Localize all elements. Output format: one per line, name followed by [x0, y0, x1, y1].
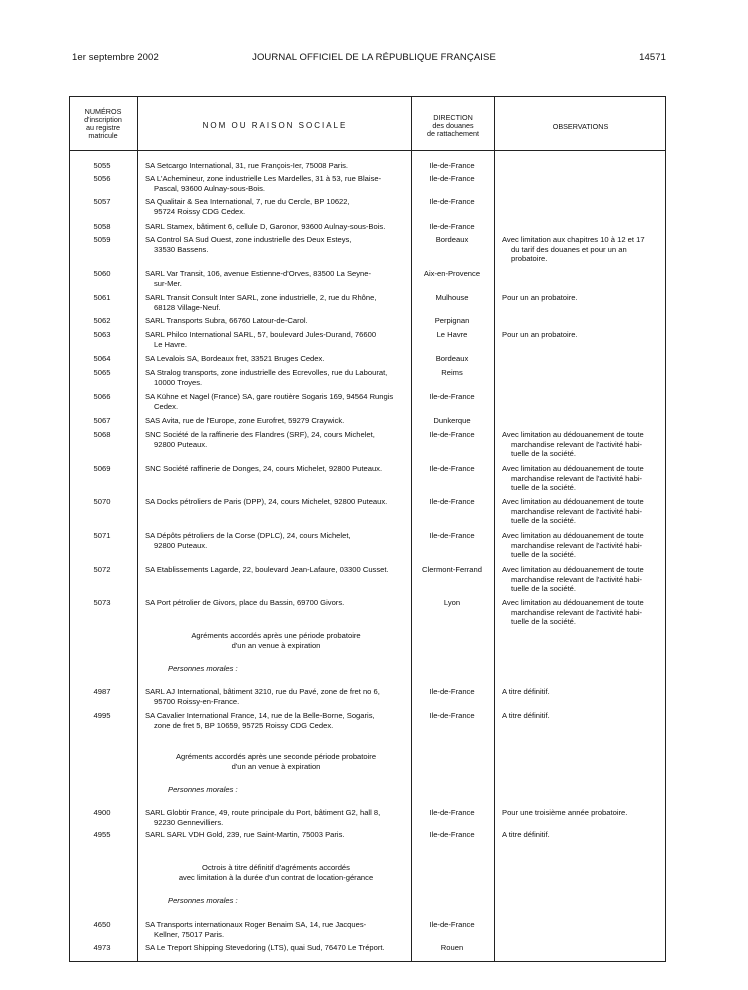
customs-direction: Ile-de-France — [429, 497, 475, 506]
observation-line: Pour un an probatoire. — [502, 330, 578, 339]
company-name-line: 92800 Puteaux. — [154, 439, 208, 449]
company-name — [145, 354, 407, 364]
observation — [502, 711, 660, 721]
company-name-line: SA L'Achemineur, zone industrielle Les Mardelles, 31 à 53, rue Blaise- — [145, 174, 382, 183]
company-name — [145, 711, 407, 730]
section-title-line: Agréments accordés après une période probatoire — [191, 631, 361, 640]
company-name — [145, 497, 407, 507]
customs-direction: Ile-de-France — [429, 687, 475, 696]
column-header-observations: OBSERVATIONS — [552, 122, 609, 131]
registration-number: 5064 — [93, 354, 111, 363]
company-name — [145, 464, 407, 474]
company-name-line: SARL Globtir France, 49, route principale du Port, bâtiment G2, hall 8, — [145, 808, 381, 817]
observation-line: A titre définitif. — [502, 687, 550, 696]
observation-line: Avec limitation au dédouanement de toute — [502, 430, 644, 439]
registration-number: 5070 — [93, 497, 111, 506]
registration-number: 4955 — [93, 830, 111, 839]
section-title — [145, 631, 407, 650]
company-name-line: SARL Var Transit, 106, avenue Estienne-d'Orves, 83500 La Seyne- — [145, 269, 372, 278]
section-subtitle: Personnes morales : — [168, 664, 238, 673]
customs-direction: Ile-de-France — [429, 464, 475, 473]
customs-direction: Le Havre — [436, 330, 468, 339]
header-line: de rattachement — [427, 129, 479, 138]
customs-direction: Dunkerque — [433, 416, 471, 425]
observation — [502, 464, 660, 493]
registration-number: 5066 — [93, 392, 111, 401]
observation-line: marchandise relevant de l'activité habi- — [511, 473, 643, 483]
registration-number: 5059 — [93, 235, 111, 244]
column-header-direction — [413, 114, 493, 138]
column-header-nom: NOM OU RAISON SOCIALE — [202, 121, 348, 130]
company-name-line: Pascal, 93600 Aulnay-sous-Bois. — [154, 183, 266, 193]
customs-direction: Bordeaux — [435, 354, 469, 363]
observation-line: tuelle de la société. — [511, 483, 577, 493]
observation-line: A titre définitif. — [502, 830, 550, 839]
company-name-line: SA Port pétrolier de Givors, place du Bassin, 69700 Givors. — [145, 598, 345, 607]
header-line: matricule — [88, 131, 118, 140]
company-name-line: SARL Stamex, bâtiment 6, cellule D, Garonor, 93600 Aulnay-sous-Bois. — [145, 222, 386, 231]
column-divider — [494, 96, 495, 962]
company-name-line: SARL SARL VDH Gold, 239, rue Saint-Martin, 75003 Paris. — [145, 830, 345, 839]
company-name-line: SA Etablissements Lagarde, 22, boulevard Jean-Lafaure, 03300 Cusset. — [145, 565, 389, 574]
company-name — [145, 531, 407, 550]
company-name-line: SA Qualitair & Sea International, 7, rue du Cercle, BP 10622, — [145, 197, 350, 206]
customs-direction: Rouen — [440, 943, 464, 952]
company-name — [145, 598, 407, 608]
section-subtitle: Personnes morales : — [168, 896, 238, 905]
observation-line: Avec limitation au dédouanement de toute — [502, 497, 644, 506]
customs-direction: Ile-de-France — [429, 430, 475, 439]
company-name-line: Le Havre. — [154, 339, 187, 349]
registration-number: 5072 — [93, 565, 111, 574]
company-name — [145, 161, 407, 171]
observation — [502, 598, 660, 627]
header-divider — [69, 150, 666, 151]
observation-line: probatoire. — [511, 254, 548, 264]
company-name — [145, 565, 407, 575]
section-title — [145, 752, 407, 771]
customs-direction: Clermont-Ferrand — [422, 565, 482, 574]
registration-number: 5069 — [93, 464, 111, 473]
customs-direction: Ile-de-France — [429, 830, 475, 839]
company-name — [145, 293, 407, 312]
section-title-line: d'un an venue à expiration — [231, 640, 321, 650]
observation-line: tuelle de la société. — [511, 516, 577, 526]
customs-direction: Ile-de-France — [429, 392, 475, 401]
registration-number: 5058 — [93, 222, 111, 231]
section-subtitle: Personnes morales : — [168, 785, 238, 794]
registration-number: 5056 — [93, 174, 111, 183]
registration-number: 5065 — [93, 368, 111, 377]
observation — [502, 531, 660, 560]
company-name-line: SARL Transit Consult Inter SARL, zone industrielle, 2, rue du Rhône, — [145, 293, 377, 302]
observation-line: du tarif des douanes et pour un an — [511, 244, 627, 254]
customs-direction: Bordeaux — [435, 235, 469, 244]
company-name-line: SA Docks pétroliers de Paris (DPP), 24, cours Michelet, 92800 Puteaux. — [145, 497, 388, 506]
company-name — [145, 687, 407, 706]
company-name-line: SNC Société raffinerie de Donges, 24, cours Michelet, 92800 Puteaux. — [145, 464, 383, 473]
column-divider — [411, 96, 412, 962]
section-title-line: avec limitation à la durée d'un contrat de location-gérance — [178, 872, 374, 882]
header-line: au registre — [86, 123, 120, 132]
company-name-line: 95700 Roissy-en-France. — [154, 696, 240, 706]
registration-number: 4973 — [93, 943, 111, 952]
section-title-line: Agréments accordés après une seconde période probatoire — [175, 752, 377, 761]
observation-line: Pour un an probatoire. — [502, 293, 578, 302]
observation-line: Pour une troisième année probatoire. — [502, 808, 628, 817]
company-name — [145, 197, 407, 216]
company-name-line: Cedex. — [154, 401, 179, 411]
customs-direction: Ile-de-France — [429, 197, 475, 206]
company-name-line: SARL Philco International SARL, 57, boulevard Jules-Durand, 76600 — [145, 330, 377, 339]
company-name-line: zone de fret 5, BP 10659, 95725 Roissy CDG Cedex. — [154, 720, 334, 730]
registration-number: 5061 — [93, 293, 111, 302]
column-header-numero — [72, 108, 134, 140]
registration-number: 5062 — [93, 316, 111, 325]
observation-line: Avec limitation au dédouanement de toute — [502, 531, 644, 540]
company-name-line: 33530 Bassens. — [154, 244, 209, 254]
page-number: 14571 — [639, 52, 666, 63]
observation — [502, 808, 660, 818]
customs-direction: Ile-de-France — [429, 711, 475, 720]
column-divider — [137, 96, 138, 962]
registration-number: 4900 — [93, 808, 111, 817]
observation — [502, 235, 660, 264]
registration-number: 5057 — [93, 197, 111, 206]
company-name-line: SA Le Treport Shipping Stevedoring (LTS), quai Sud, 76470 Le Tréport. — [145, 943, 385, 952]
company-name — [145, 392, 407, 411]
customs-direction: Ile-de-France — [429, 222, 475, 231]
customs-direction: Ile-de-France — [429, 920, 475, 929]
observation-line: Avec limitation au dédouanement de toute — [502, 565, 644, 574]
company-name — [145, 235, 407, 254]
company-name — [145, 430, 407, 449]
observation — [502, 430, 660, 459]
company-name-line: SAS Avita, rue de l'Europe, zone Eurofret, 59279 Craywick. — [145, 416, 345, 425]
observation-line: marchandise relevant de l'activité habi- — [511, 506, 643, 516]
company-name-line: 68128 Village-Neuf. — [154, 302, 221, 312]
header-line: DIRECTION — [433, 113, 473, 122]
registration-number: 5068 — [93, 430, 111, 439]
company-name — [145, 174, 407, 193]
observation-line: tuelle de la société. — [511, 584, 577, 594]
company-name-line: 95724 Roissy CDG Cedex. — [154, 206, 246, 216]
observation-line: Avec limitation au dédouanement de toute — [502, 464, 644, 473]
observation-line: tuelle de la société. — [511, 550, 577, 560]
company-name-line: SA Dépôts pétroliers de la Corse (DPLC), 24, cours Michelet, — [145, 531, 351, 540]
company-name-line: SA Levalois SA, Bordeaux fret, 33521 Bruges Cedex. — [145, 354, 325, 363]
company-name — [145, 316, 407, 326]
company-name-line: Kellner, 75017 Paris. — [154, 929, 225, 939]
company-name — [145, 416, 407, 426]
header-line: d'inscription — [84, 115, 122, 124]
company-name-line: SA Stralog transports, zone industrielle des Ecrevolles, rue du Labourat, — [145, 368, 388, 377]
observation — [502, 830, 660, 840]
customs-direction: Lyon — [443, 598, 461, 607]
registration-number: 4987 — [93, 687, 111, 696]
customs-direction: Mulhouse — [435, 293, 469, 302]
company-name-line: SA Cavalier International France, 14, rue de la Belle-Borne, Sogaris, — [145, 711, 375, 720]
company-name — [145, 269, 407, 288]
customs-direction: Ile-de-France — [429, 161, 475, 170]
observation-line: A titre définitif. — [502, 711, 550, 720]
page-date: 1er septembre 2002 — [72, 52, 159, 63]
customs-direction: Perpignan — [434, 316, 470, 325]
company-name — [145, 222, 407, 232]
company-name-line: sur-Mer. — [154, 278, 182, 288]
company-name-line: 92230 Gennevilliers. — [154, 817, 224, 827]
company-name — [145, 808, 407, 827]
observation — [502, 293, 660, 303]
observation — [502, 330, 660, 340]
observation — [502, 687, 660, 697]
company-name — [145, 943, 407, 953]
company-name-line: 92800 Puteaux. — [154, 540, 208, 550]
registration-number: 4650 — [93, 920, 111, 929]
observation-line: marchandise relevant de l'activité habi- — [511, 607, 643, 617]
customs-direction: Aix-en-Provence — [423, 269, 481, 278]
observation-line: marchandise relevant de l'activité habi- — [511, 574, 643, 584]
observation-line: marchandise relevant de l'activité habi- — [511, 540, 643, 550]
company-name-line: SA Kühne et Nagel (France) SA, gare routière Sogaris 169, 94564 Rungis — [145, 392, 394, 401]
company-name-line: 10000 Troyes. — [154, 377, 203, 387]
header-line: des douanes — [432, 121, 474, 130]
company-name-line: SARL AJ International, bâtiment 3210, rue du Pavé, zone de fret no 6, — [145, 687, 380, 696]
registration-number: 5073 — [93, 598, 111, 607]
customs-direction: Ile-de-France — [429, 531, 475, 540]
section-title — [145, 863, 407, 882]
observation-line: tuelle de la société. — [511, 449, 577, 459]
registration-number: 5060 — [93, 269, 111, 278]
section-title-line: Octrois à titre définitif d'agréments accordés — [202, 863, 350, 872]
observation-line: Avec limitation au dédouanement de toute — [502, 598, 644, 607]
journal-title: JOURNAL OFFICIEL DE LA RÉPUBLIQUE FRANÇAISE — [252, 52, 496, 63]
company-name-line: SNC Société de la raffinerie des Flandres (SRF), 24, cours Michelet, — [145, 430, 375, 439]
company-name-line: SA Control SA Sud Ouest, zone industrielle des Deux Esteys, — [145, 235, 352, 244]
registration-number: 4995 — [93, 711, 111, 720]
customs-direction: Reims — [441, 368, 463, 377]
registration-number: 5055 — [93, 161, 111, 170]
company-name — [145, 830, 407, 840]
observation-line: Avec limitation aux chapitres 10 à 12 et 17 — [502, 235, 645, 244]
company-name — [145, 330, 407, 349]
observation — [502, 497, 660, 526]
company-name-line: SARL Transports Subra, 66760 Latour-de-Carol. — [145, 316, 308, 325]
registration-number: 5067 — [93, 416, 111, 425]
header-line: NUMÉROS — [84, 107, 122, 116]
observation-line: tuelle de la société. — [511, 617, 577, 627]
company-name-line: SA Transports internationaux Roger Benaim SA, 14, rue Jacques- — [145, 920, 367, 929]
section-title-line: d'un an venue à expiration — [231, 761, 321, 771]
company-name — [145, 368, 407, 387]
registration-number: 5071 — [93, 531, 111, 540]
company-name — [145, 920, 407, 939]
company-name-line: SA Setcargo International, 31, rue François-Ier, 75008 Paris. — [145, 161, 349, 170]
observation-line: marchandise relevant de l'activité habi- — [511, 439, 643, 449]
customs-direction: Ile-de-France — [429, 174, 475, 183]
observation — [502, 565, 660, 594]
customs-direction: Ile-de-France — [429, 808, 475, 817]
registration-number: 5063 — [93, 330, 111, 339]
